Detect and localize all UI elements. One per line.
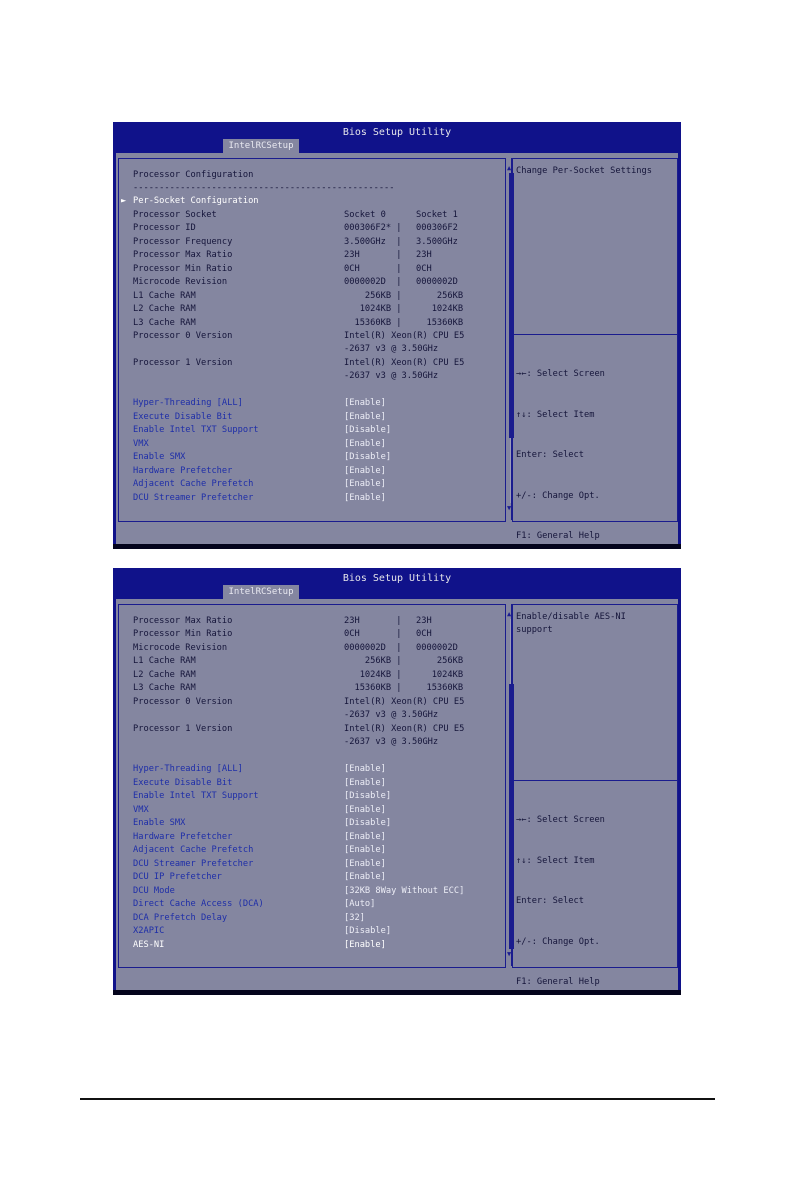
setting-hardware-prefetcher[interactable]: Hardware Prefetcher [Enable] — [133, 466, 386, 476]
setting-dcu-mode[interactable]: DCU Mode [32KB 8Way Without ECC] — [133, 886, 465, 896]
info-row: Processor Socket Socket 0 Socket 1 — [133, 210, 458, 220]
info-row: Processor Frequency 3.500GHz | 3.500GHz — [133, 237, 458, 247]
setting-intel-txt[interactable]: Enable Intel TXT Support [Disable] — [133, 791, 392, 801]
settings-list — [118, 604, 512, 968]
key-help-line: F1: General Help — [516, 977, 600, 987]
setting-dcu-streamer-prefetcher[interactable]: DCU Streamer Prefetcher [Enable] — [133, 493, 386, 503]
info-row: L3 Cache RAM 15360KB | 15360KB — [133, 683, 464, 693]
bios-title: Bios Setup Utility — [342, 573, 452, 584]
info-row: -2637 v3 @ 3.50GHz — [344, 710, 439, 720]
setting-vmx[interactable]: VMX [Enable] — [133, 439, 386, 449]
info-row: Processor 0 Version Intel(R) Xeon(R) CPU E5 — [133, 331, 465, 341]
info-row: L1 Cache RAM 256KB | 256KB — [133, 656, 464, 666]
info-row: -2637 v3 @ 3.50GHz — [344, 737, 439, 747]
bottom-bar — [113, 990, 681, 995]
info-row: Processor Min Ratio 0CH | 0CH — [133, 264, 432, 274]
settings-list — [118, 158, 512, 522]
setting-intel-txt[interactable]: Enable Intel TXT Support [Disable] — [133, 425, 392, 435]
setting-dcu-streamer-prefetcher[interactable]: DCU Streamer Prefetcher [Enable] — [133, 859, 386, 869]
info-row: -2637 v3 @ 3.50GHz — [344, 371, 439, 381]
key-help-line: Enter: Select — [516, 450, 584, 460]
setting-adjacent-cache-prefetch[interactable]: Adjacent Cache Prefetch [Enable] — [133, 479, 386, 489]
bios-panel — [116, 599, 678, 990]
per-socket-configuration-item[interactable]: ► Per-Socket Configuration — [121, 196, 259, 206]
setting-hardware-prefetcher[interactable]: Hardware Prefetcher [Enable] — [133, 832, 386, 842]
key-help-line: +/-: Change Opt. — [516, 936, 600, 947]
scroll-up-icon[interactable]: ▲ — [507, 164, 512, 172]
tab-intelrcsetup[interactable]: IntelRCSetup — [223, 585, 299, 599]
key-help-line: ↑↓: Select Item — [516, 409, 595, 420]
info-row: L3 Cache RAM 15360KB | 15360KB — [133, 318, 464, 328]
key-help — [516, 341, 631, 549]
help-separator — [513, 334, 677, 335]
setting-hyper-threading[interactable]: Hyper-Threading [ALL] [Enable] — [133, 398, 386, 408]
key-help-line: F1: General Help — [516, 531, 600, 541]
setting-execute-disable-bit[interactable]: Execute Disable Bit [Enable] — [133, 412, 386, 422]
info-row: Processor Max Ratio 23H | 23H — [133, 616, 432, 626]
bios-screen-1 — [113, 122, 681, 549]
tab-intelrcsetup[interactable]: IntelRCSetup — [223, 139, 299, 153]
info-row: Microcode Revision 0000002D | 0000002D — [133, 277, 458, 287]
info-row: L2 Cache RAM 1024KB | 1024KB — [133, 670, 464, 680]
info-row: Processor Max Ratio 23H | 23H — [133, 250, 432, 260]
scroll-down-icon[interactable]: ▼ — [507, 950, 512, 958]
key-help-line: Enter: Select — [516, 896, 584, 906]
info-row: Processor 0 Version Intel(R) Xeon(R) CPU E5 — [133, 697, 465, 707]
bios-screen-2 — [113, 568, 681, 995]
setting-execute-disable-bit[interactable]: Execute Disable Bit [Enable] — [133, 778, 386, 788]
info-row: Processor ID 000306F2* | 000306F2 — [133, 223, 458, 233]
help-text: Enable/disable AES-NI support — [516, 612, 626, 635]
setting-direct-cache-access[interactable]: Direct Cache Access (DCA) [Auto] — [133, 899, 376, 909]
submenu-arrow-icon: ► — [121, 196, 127, 206]
setting-vmx[interactable]: VMX [Enable] — [133, 805, 386, 815]
key-help-line: →←: Select Screen — [516, 815, 605, 825]
setting-smx[interactable]: Enable SMX [Disable] — [133, 818, 392, 828]
info-row: Processor 1 Version Intel(R) Xeon(R) CPU E5 — [133, 724, 465, 734]
info-row: -2637 v3 @ 3.50GHz — [344, 344, 439, 354]
key-help — [516, 787, 631, 995]
key-help-line: ↑↓: Select Item — [516, 855, 595, 866]
info-row: Processor Min Ratio 0CH | 0CH — [133, 629, 432, 639]
setting-adjacent-cache-prefetch[interactable]: Adjacent Cache Prefetch [Enable] — [133, 845, 386, 855]
bios-panel — [116, 153, 678, 544]
help-panel — [512, 604, 678, 987]
info-row: L1 Cache RAM 256KB | 256KB — [133, 291, 464, 301]
scroll-down-icon[interactable]: ▼ — [507, 504, 512, 512]
key-help-line: +/-: Change Opt. — [516, 490, 600, 501]
setting-x2apic[interactable]: X2APIC [Disable] — [133, 926, 392, 936]
info-row: Microcode Revision 0000002D | 0000002D — [133, 643, 458, 653]
scroll-up-icon[interactable]: ▲ — [507, 610, 512, 618]
section-title: Processor Configuration — [133, 170, 254, 180]
separator-line: -------------------------------------------------- — [133, 183, 395, 193]
page-footer-rule — [80, 1098, 715, 1100]
bios-title: Bios Setup Utility — [342, 127, 452, 138]
setting-aes-ni-selected[interactable]: AES-NI [Enable] — [133, 940, 386, 950]
key-help-line: →←: Select Screen — [516, 369, 605, 379]
help-panel — [512, 158, 678, 541]
help-separator — [513, 780, 677, 781]
bottom-bar — [113, 544, 681, 549]
setting-dcu-ip-prefetcher[interactable]: DCU IP Prefetcher [Enable] — [133, 872, 386, 882]
setting-smx[interactable]: Enable SMX [Disable] — [133, 452, 392, 462]
info-row: L2 Cache RAM 1024KB | 1024KB — [133, 304, 464, 314]
setting-dca-prefetch-delay[interactable]: DCA Prefetch Delay [32] — [133, 913, 365, 923]
help-text: Change Per-Socket Settings — [516, 166, 652, 176]
info-row: Processor 1 Version Intel(R) Xeon(R) CPU E5 — [133, 358, 465, 368]
setting-hyper-threading[interactable]: Hyper-Threading [ALL] [Enable] — [133, 764, 386, 774]
